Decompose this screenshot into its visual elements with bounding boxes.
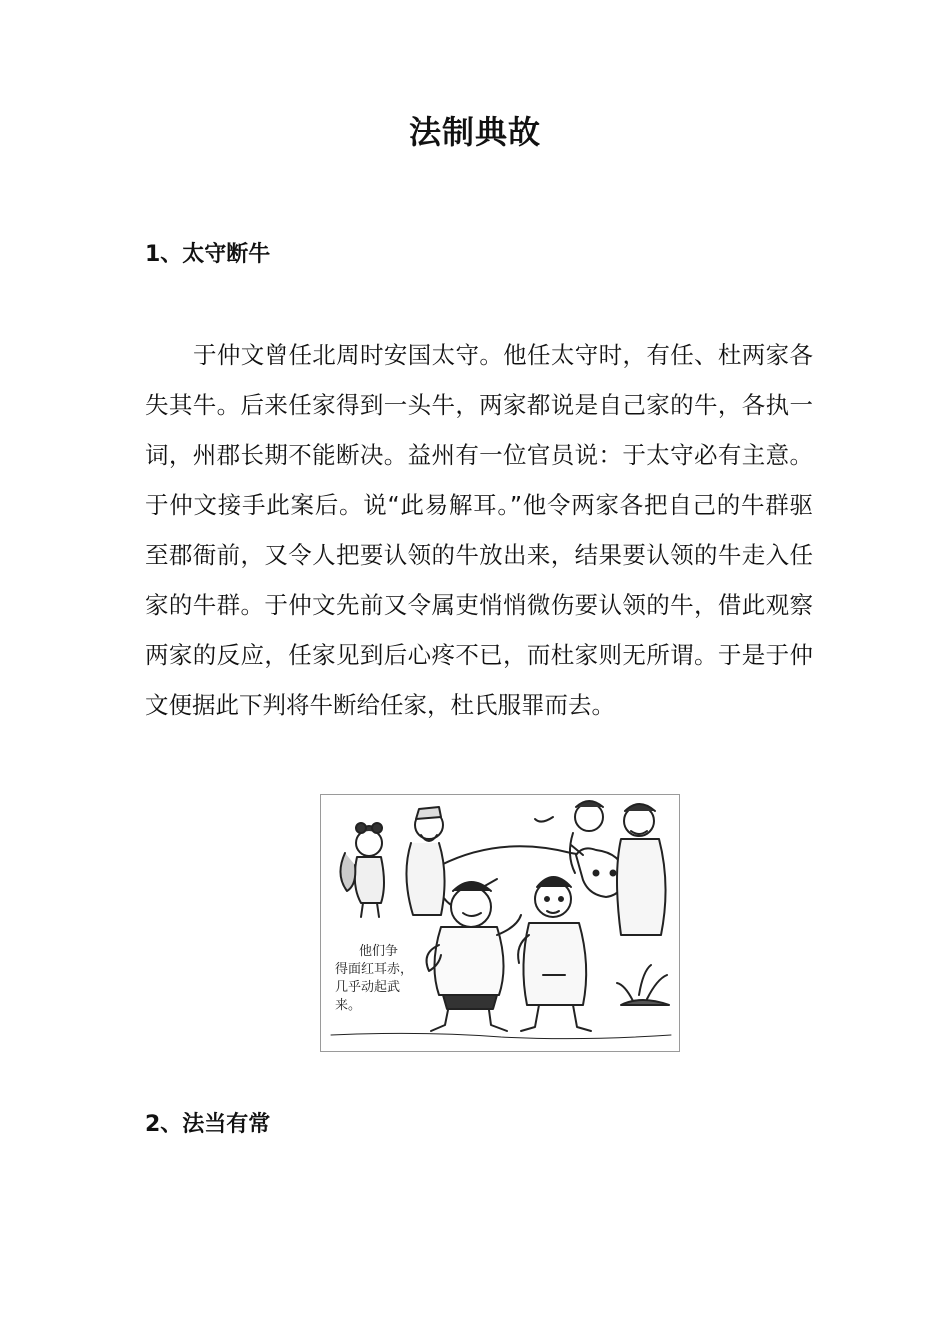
illustration-caption-line-3: 几乎动起武: [335, 980, 401, 995]
section-heading-2: 2、法当有常: [145, 1112, 271, 1137]
section-heading-1: 1、太守断牛: [145, 242, 271, 267]
illustration-caption-line-2: 得面红耳赤，: [335, 962, 414, 977]
illustration-caption-line-1: 他们争: [359, 944, 399, 959]
illustration-caption-line-4: 来。: [335, 998, 362, 1013]
story-illustration: [320, 794, 680, 1052]
page-title: 法制典故: [408, 113, 541, 151]
section-1-paragraph: 于仲文曾任北周时安国太守。他任太守时，有任、杜两家各失其牛。后来任家得到一头牛，两家都说是自己家的牛，各执一词，州郡长期不能断决。益州有一位官员说：于太守必有主意。于仲文接手此案后。说“此易解耳。”他令两家各把自己的牛群驱至郡衙前，又令人把要认领的牛放出来，结果要认领的牛走入任家的牛群。于仲文先前又令属吏悄悄微伤要认领的牛，借此观察两家的反应，任家见到后心疼不已，而杜家则无所谓。于是于仲文便据此下判将牛断给任家，杜氏服罪而去。: [145, 341, 813, 719]
